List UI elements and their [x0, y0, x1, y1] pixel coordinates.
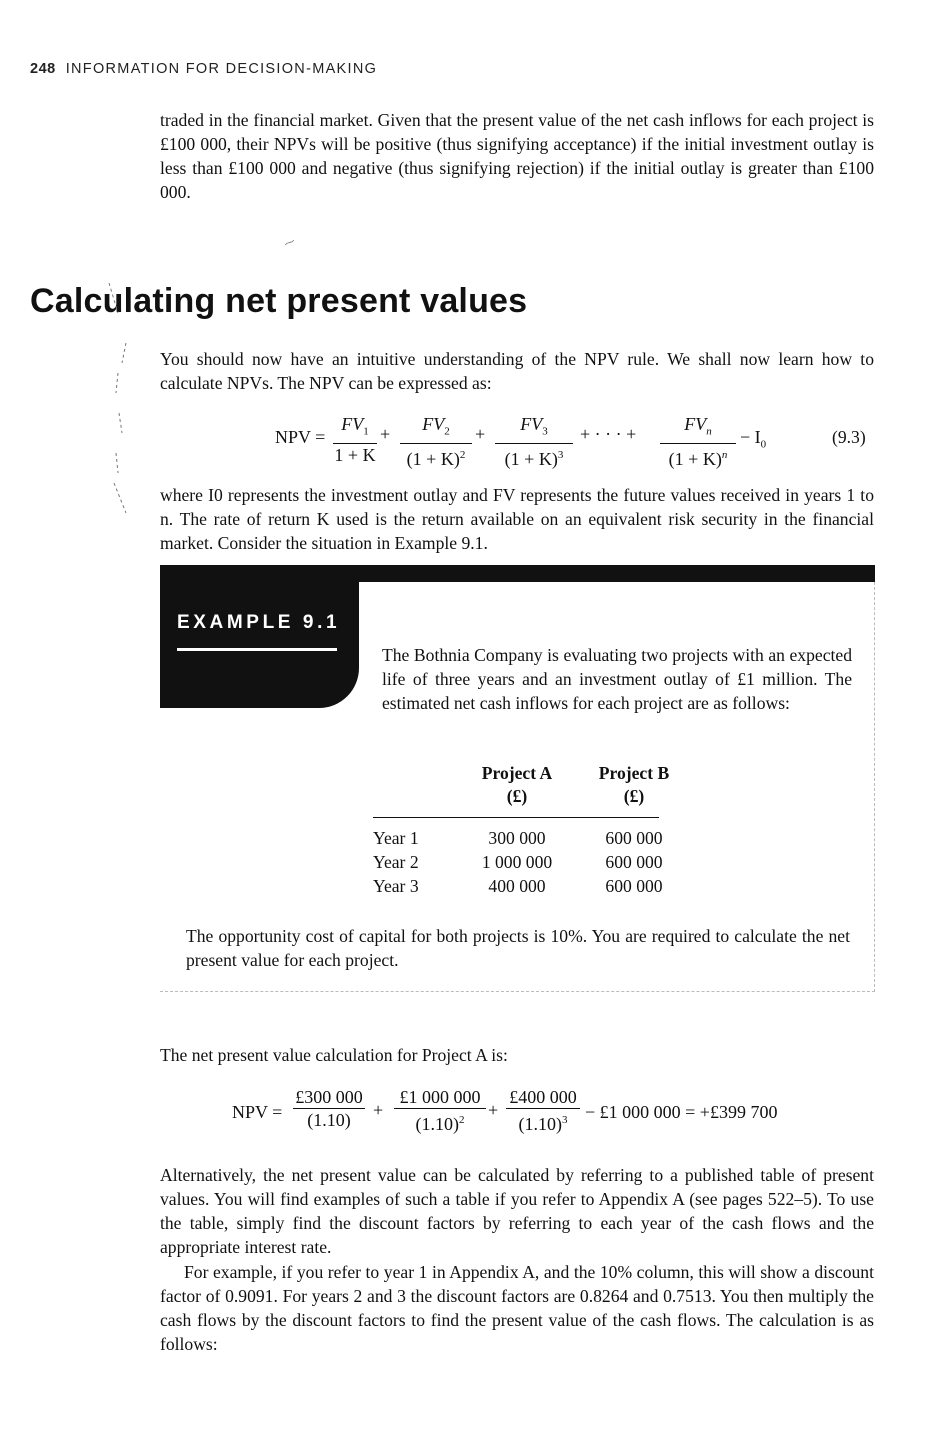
calc-lhs: NPV = — [232, 1102, 283, 1122]
row-value-a: 1 000 000 — [481, 852, 553, 872]
column-unit-b: (£) — [623, 786, 645, 806]
row-year: Year 2 — [373, 852, 419, 872]
running-title: INFORMATION FOR DECISION-MAKING — [65, 61, 378, 77]
section-intro: You should now have an intuitive understanding of the NPV rule. We shall now learn how to calculate NPVs. The NPV can be expressed as: — [160, 349, 874, 393]
row-value-b: 600 000 — [605, 828, 663, 848]
row-year: Year 1 — [373, 828, 419, 848]
cash-flow-table — [373, 762, 691, 898]
example-text: The Bothnia Company is evaluating two projects with an expected life of three years and an investment outlay of £1 million. The estimated net cash inflows for each project are as follows: — [382, 645, 852, 713]
row-value-b: 600 000 — [605, 876, 663, 896]
example-border-right — [874, 582, 876, 992]
table-row — [373, 874, 691, 898]
where-paragraph: where I0 represents the investment outlay and FV represents the future values received in years 1 to n. The rate of return K used is the return available on an equivalent risk security in the financial market. Consider the situation in Example 9.1. — [160, 485, 874, 553]
plus-sign: + — [488, 1100, 499, 1120]
table-row — [373, 850, 691, 874]
running-header — [30, 61, 377, 77]
column-header-project-b: Project B — [598, 763, 670, 783]
row-value-a: 300 000 — [488, 828, 546, 848]
example-label-underline — [177, 648, 337, 651]
example-border-bottom — [160, 991, 875, 993]
calc-term-1: $\frac{£300 000}{(1.10)}$ — [293, 1087, 365, 1131]
calc-result: − £1 000 000 = +£399 700 — [585, 1102, 778, 1122]
row-year: Year 3 — [373, 876, 419, 896]
column-unit-a: (£) — [506, 786, 528, 806]
example-tab — [160, 565, 359, 708]
equation-number: (9.3) — [832, 427, 866, 447]
example-footer: The opportunity cost of capital for both projects is 10%. You are required to calculate the net present value for each project. — [186, 926, 850, 970]
calc-term-3: $\frac{£400 000}{(1.10)^3}$ — [506, 1087, 580, 1135]
formula-term-2: $\frac{FV_2}{(1 + K)^2}$ — [400, 414, 472, 470]
table-units-row — [373, 785, 691, 808]
margin-scribble — [104, 283, 134, 523]
formula-term-n: $FV_n$ $(1 + K)^n$ — [660, 414, 736, 470]
row-value-b: 600 000 — [605, 852, 663, 872]
column-header-project-a: Project A — [481, 763, 553, 783]
section-title: Calculating net present values — [30, 282, 528, 320]
example-label: EXAMPLE 9.1 — [177, 612, 341, 633]
formula-term-3: $\frac{FV_3}{(1 + K)^3}$ — [495, 414, 573, 470]
table-header-row — [373, 762, 691, 785]
table-rule — [373, 817, 659, 818]
intro-paragraph: traded in the financial market. Given that the present value of the net cash inflows for each project is £100 000, their NPVs will be positive (thus signifying acceptance) if the initial investment outlay is less than £100 000 and negative (thus signifying rejection) if the initial outlay is greater than £100 000. — [160, 110, 874, 202]
row-value-a: 400 000 — [488, 876, 546, 896]
plus-sign: + — [475, 424, 486, 444]
page-number: 248 — [30, 61, 56, 77]
plus-sign: + — [380, 424, 391, 444]
plus-sign: + — [373, 1100, 384, 1120]
table-row — [373, 826, 691, 850]
alternative-paragraph: Alternatively, the net present value can be calculated by referring to a published table of present values. You will find examples of such a table if you refer to Appendix A (see pages 522–5). To use the table, simply find the discount factors by referring to each year of the cash flows and the appropriate interest rate. — [160, 1165, 874, 1257]
discount-factor-paragraph: For example, if you refer to year 1 in Appendix A, and the 10% column, this will show a discount factor of 0.9091. For years 2 and 3 the discount factors are 0.8264 and 0.7513. You then multiply the cash flows by the discount factors to find the present value of the cash flows. The calculation is as follows: — [160, 1262, 874, 1354]
formula-term-1: $\frac{FV_1}{1 + K}$ — [334, 414, 376, 465]
ellipsis-plus: + · · · + — [580, 424, 637, 444]
scan-mark: ⁓ — [282, 235, 298, 251]
calc-intro: The net present value calculation for Project A is: — [160, 1045, 508, 1065]
investment-outlay: − $I_0$ — [740, 427, 767, 451]
formula-lhs: NPV = — [275, 427, 326, 447]
calc-term-2: $\frac{£1 000 000}{(1.10)^2}$ — [394, 1087, 486, 1135]
